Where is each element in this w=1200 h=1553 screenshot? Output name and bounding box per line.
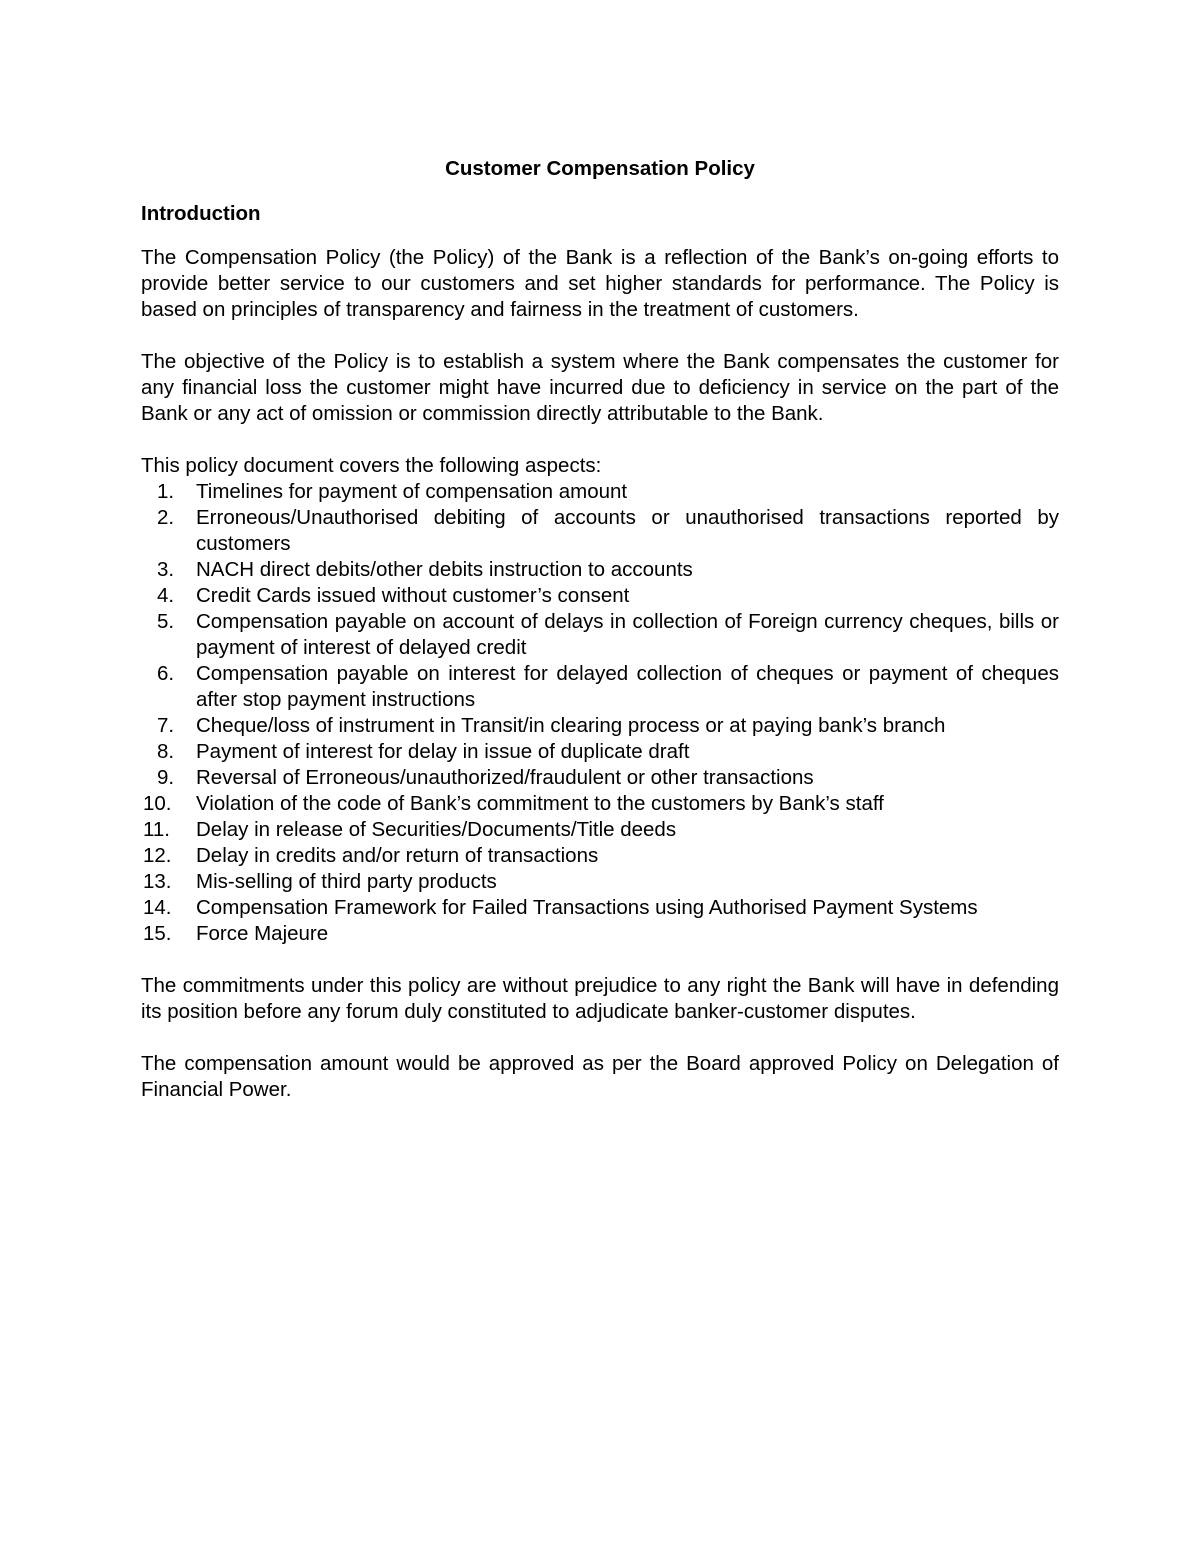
list-item-number: 9. [157,766,175,789]
list-item [141,739,1059,765]
list-item-number: 4. [157,584,175,607]
document-title: Customer Compensation Policy [445,157,755,180]
list-item [141,479,1059,505]
list-item-number: 12. [143,844,172,867]
intro-paragraph: The Compensation Policy (the Policy) of the Bank is a reflection of the Bank’s on-going efforts to provide better service to our customers and set higher standards for performance. The Policy is based on principles of transparency and fairness in the treatment of customers. [141,246,1059,321]
list-item [141,609,1059,661]
list-item [141,583,1059,609]
list-item [141,505,1059,557]
list-item-number: 6. [157,662,175,685]
aspects-list-intro: This policy document covers the following aspects: [141,454,602,477]
list-item-number: 7. [157,714,175,737]
list-item [141,843,1059,869]
list-item-number: 3. [157,558,175,581]
list-item-text: Cheque/loss of instrument in Transit/in clearing process or at paying bank’s branch [196,714,946,737]
list-item-text: Payment of interest for delay in issue of duplicate draft [196,740,690,763]
list-item [141,661,1059,713]
aspects-list [141,479,1059,947]
list-item-number: 10. [143,792,172,815]
list-item-text: Erroneous/Unauthorised debiting of accounts or unauthorised transactions reported by customers [196,506,1059,555]
list-item [141,791,1059,817]
list-item-text: Credit Cards issued without customer’s consent [196,584,630,607]
list-item [141,869,1059,895]
list-item-text: Delay in credits and/or return of transactions [196,844,599,867]
list-item [141,713,1059,739]
list-item-number: 5. [157,610,175,633]
list-item-text: NACH direct debits/other debits instruction to accounts [196,558,693,581]
list-item-number: 8. [157,740,175,763]
list-item-text: Reversal of Erroneous/unauthorized/fraudulent or other transactions [196,766,814,789]
list-item-number: 14. [143,896,172,919]
list-item [141,557,1059,583]
list-item-number: 1. [157,480,175,503]
section-heading-introduction: Introduction [141,202,261,225]
list-item-text: Compensation payable on account of delays in collection of Foreign currency cheques, bills or payment of interest of delayed credit [196,610,1059,659]
list-item-text: Force Majeure [196,922,329,945]
list-item-text: Timelines for payment of compensation amount [196,480,628,503]
list-item-text: Delay in release of Securities/Documents/Title deeds [196,818,677,841]
list-item-text: Mis-selling of third party products [196,870,497,893]
approval-paragraph: The compensation amount would be approved as per the Board approved Policy on Delegation of Financial Power. [141,1052,1059,1101]
document-body [141,155,1059,1129]
commitments-paragraph: The commitments under this policy are without prejudice to any right the Bank will have in defending its position before any forum duly constituted to adjudicate banker-customer disputes. [141,974,1059,1023]
list-item-text: Compensation Framework for Failed Transactions using Authorised Payment Systems [196,896,978,919]
list-item-number: 2. [157,506,175,529]
list-item-text: Violation of the code of Bank’s commitment to the customers by Bank’s staff [196,792,884,815]
list-item-number: 11. [143,818,170,841]
list-item [141,765,1059,791]
list-item [141,817,1059,843]
list-item [141,895,1059,921]
list-item-number: 13. [143,870,172,893]
objective-paragraph: The objective of the Policy is to establish a system where the Bank compensates the customer for any financial loss the customer might have incurred due to deficiency in service on the part of the Bank or any act of omission or commission directly attributable to the Bank. [141,350,1059,425]
list-item [141,921,1059,947]
list-item-number: 15. [143,922,172,945]
list-item-text: Compensation payable on interest for delayed collection of cheques or payment of cheques after stop payment instructions [196,662,1059,711]
